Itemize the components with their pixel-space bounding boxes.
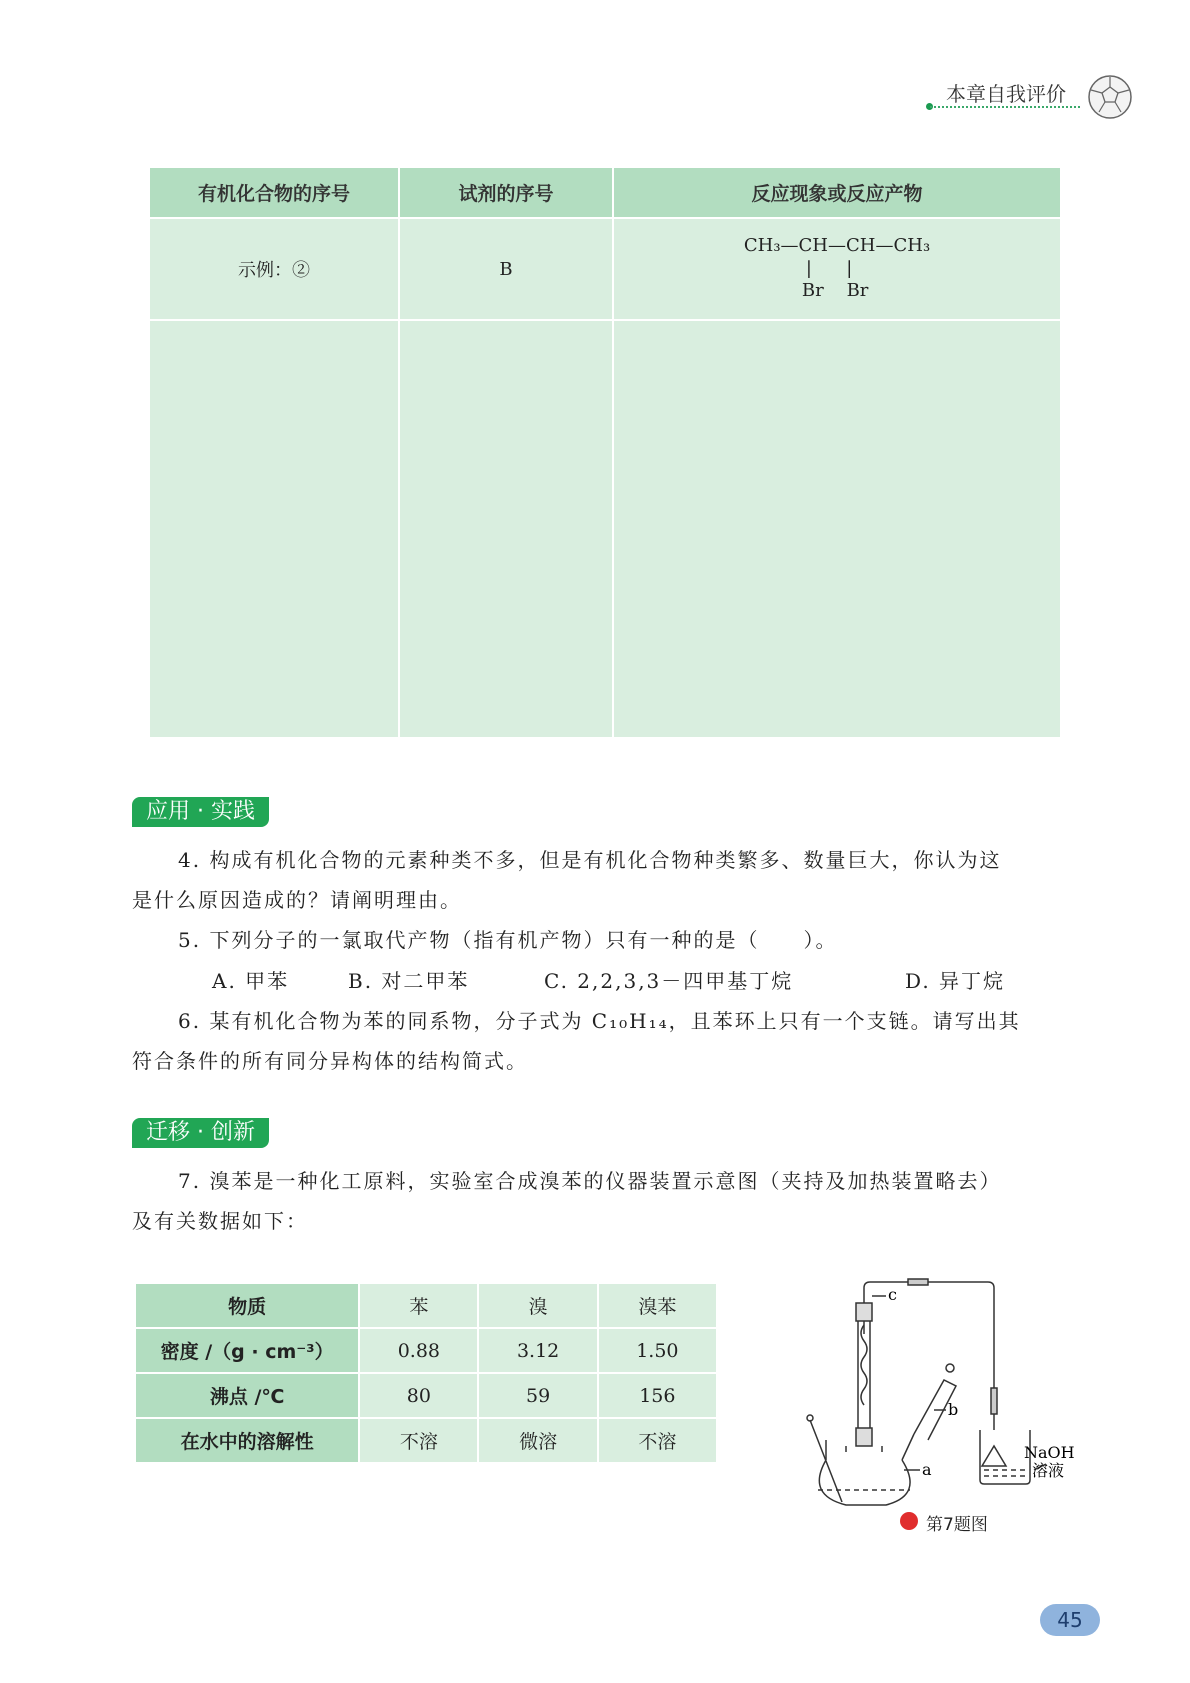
cell: 不溶 — [359, 1418, 478, 1463]
formula-bonds: | | — [805, 257, 853, 279]
figure-caption: 第7题图 — [926, 1515, 988, 1535]
q5-option-b: B. 对二甲苯 — [348, 969, 470, 993]
cell: 0.88 — [359, 1328, 478, 1373]
cell: 苯 — [359, 1283, 478, 1328]
table-row — [135, 1418, 717, 1463]
answer-cell[interactable] — [399, 320, 613, 738]
q6-line1: 6. 某有机化合物为苯的同系物，分子式为 C₁₀H₁₄，且苯环上只有一个支链。请写出其 — [178, 1009, 1021, 1033]
example-reagent: B — [399, 218, 613, 320]
col-header-reagent: 试剂的序号 — [399, 167, 613, 218]
q6-line2: 符合条件的所有同分异构体的结构简式。 — [132, 1049, 528, 1073]
section-heading-innovation: 迁移 · 创新 — [132, 1118, 269, 1148]
answer-cell[interactable] — [613, 320, 1061, 738]
q5-option-c: C. 2,2,3,3－四甲基丁烷 — [544, 969, 794, 993]
cell: 156 — [598, 1373, 717, 1418]
col-header-compound: 有机化合物的序号 — [149, 167, 399, 218]
q5-stem: 5. 下列分子的一氯取代产物（指有机产物）只有一种的是（ ）。 — [178, 928, 838, 952]
table-row — [149, 218, 1061, 320]
table-row — [135, 1283, 717, 1328]
reaction-table — [148, 166, 1062, 739]
label-c: c — [888, 1285, 897, 1304]
example-compound: 示例：② — [149, 218, 399, 320]
example-product — [613, 218, 1061, 320]
cell: 80 — [359, 1373, 478, 1418]
label-a: a — [922, 1460, 932, 1479]
row-header: 在水中的溶解性 — [135, 1418, 359, 1463]
cell: 59 — [478, 1373, 597, 1418]
section-heading-practice: 应用 · 实践 — [132, 797, 269, 827]
q4-line1: 4. 构成有机化合物的元素种类不多，但是有机化合物种类繁多、数量巨大，你认为这 — [178, 848, 1002, 872]
cell: 微溶 — [478, 1418, 597, 1463]
header-divider — [930, 106, 1080, 108]
apparatus-diagram — [806, 1270, 1096, 1510]
q5-option-d: D. 异丁烷 — [905, 969, 1006, 993]
caption-marker-icon — [900, 1512, 918, 1530]
cell: 不溶 — [598, 1418, 717, 1463]
page-number: 45 — [1040, 1604, 1100, 1636]
fullerene-icon — [1086, 73, 1134, 121]
formula-main: CH₃—CH—CH—CH₃ — [743, 235, 931, 257]
chapter-title: 本章自我评价 — [946, 82, 1066, 106]
properties-table — [134, 1282, 718, 1464]
cell: 溴 — [478, 1283, 597, 1328]
table-row — [135, 1373, 717, 1418]
q7-line2: 及有关数据如下： — [132, 1209, 308, 1233]
label-b: b — [948, 1400, 959, 1419]
row-header: 物质 — [135, 1283, 359, 1328]
naoh-label: NaOH — [1024, 1443, 1075, 1462]
col-header-product: 反应现象或反应产物 — [613, 167, 1061, 218]
q5-option-a: A. 甲苯 — [212, 969, 290, 993]
row-header: 密度 /（g · cm⁻³） — [135, 1328, 359, 1373]
cell: 溴苯 — [598, 1283, 717, 1328]
q7-line1: 7. 溴苯是一种化工原料，实验室合成溴苯的仪器装置示意图（夹持及加热装置略去） — [178, 1169, 1002, 1193]
row-header: 沸点 /℃ — [135, 1373, 359, 1418]
cell: 1.50 — [598, 1328, 717, 1373]
table-row — [135, 1328, 717, 1373]
formula-substituents: Br Br — [801, 280, 869, 302]
answer-row — [149, 320, 1061, 738]
cell: 3.12 — [478, 1328, 597, 1373]
answer-cell[interactable] — [149, 320, 399, 738]
q4-line2: 是什么原因造成的？请阐明理由。 — [132, 888, 462, 912]
solution-label: 溶液 — [1032, 1461, 1065, 1480]
